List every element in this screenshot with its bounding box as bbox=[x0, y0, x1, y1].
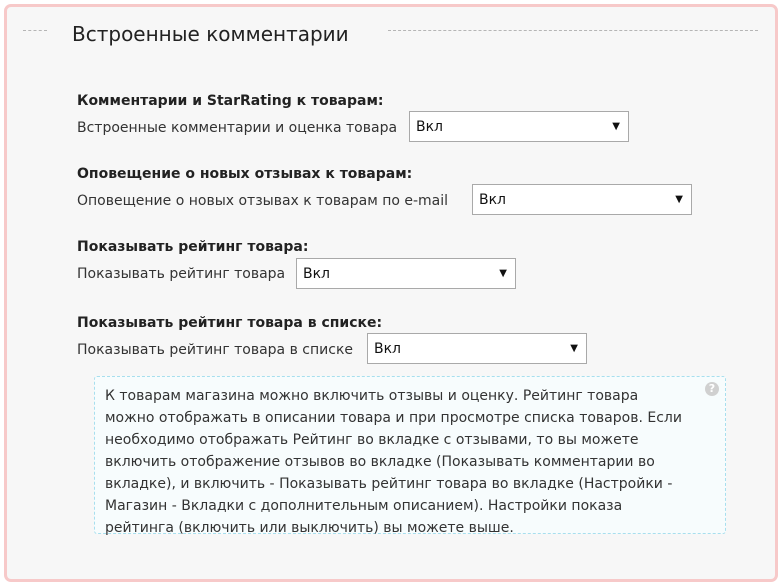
question-circle-icon[interactable]: ? bbox=[705, 382, 719, 396]
legend-divider-right bbox=[388, 30, 758, 31]
info-line: можно отображать в описании товара и при просмотре списка товаров. Если bbox=[105, 410, 682, 426]
rating-list-select[interactable] bbox=[367, 333, 587, 364]
info-line: включить отображение отзывов во вкладке (Показывать комментарии во bbox=[105, 454, 655, 470]
section-title: Встроенные комментарии bbox=[72, 22, 349, 46]
info-line: Магазин - Вкладки с дополнительным описанием). Настройки показа bbox=[105, 498, 623, 514]
info-line: необходимо отображать Рейтинг во вкладке с отзывами, то вы можете bbox=[105, 432, 639, 448]
legend-divider-left bbox=[23, 30, 47, 31]
comments-select-value: Вкл bbox=[416, 119, 444, 135]
chevron-down-icon: ▼ bbox=[499, 268, 507, 279]
rating-select[interactable] bbox=[296, 258, 516, 289]
notify-select[interactable] bbox=[472, 184, 692, 215]
group-heading-comments: Комментарии и StarRating к товарам: bbox=[77, 93, 384, 109]
group-heading-rating-list: Показывать рейтинг товара в списке: bbox=[77, 315, 383, 331]
group-heading-notify: Оповещение о новых отзывах к товарам: bbox=[77, 166, 413, 182]
info-line: вкладке), и включить - Показывать рейтинг товара во вкладке (Настройки - bbox=[105, 476, 673, 492]
comments-select[interactable] bbox=[409, 111, 629, 142]
info-text bbox=[105, 385, 705, 539]
rating-list-select-value: Вкл bbox=[374, 341, 402, 357]
group-heading-rating: Показывать рейтинг товара: bbox=[77, 239, 309, 255]
label-notify: Оповещение о новых отзывах к товарам по e-mail bbox=[77, 193, 449, 209]
label-rating: Показывать рейтинг товара bbox=[77, 266, 286, 282]
info-note bbox=[94, 376, 726, 534]
label-rating-list: Показывать рейтинг товара в списке bbox=[77, 342, 354, 358]
rating-select-value: Вкл bbox=[303, 266, 331, 282]
info-line: К товарам магазина можно включить отзывы и оценку. Рейтинг товара bbox=[105, 388, 639, 404]
chevron-down-icon: ▼ bbox=[612, 121, 620, 132]
notify-select-value: Вкл bbox=[479, 192, 507, 208]
info-line: рейтинга (включить или выключить) вы можете выше. bbox=[105, 520, 514, 536]
chevron-down-icon: ▼ bbox=[570, 343, 578, 354]
chevron-down-icon: ▼ bbox=[675, 194, 683, 205]
label-comments: Встроенные комментарии и оценка товара bbox=[77, 120, 398, 136]
